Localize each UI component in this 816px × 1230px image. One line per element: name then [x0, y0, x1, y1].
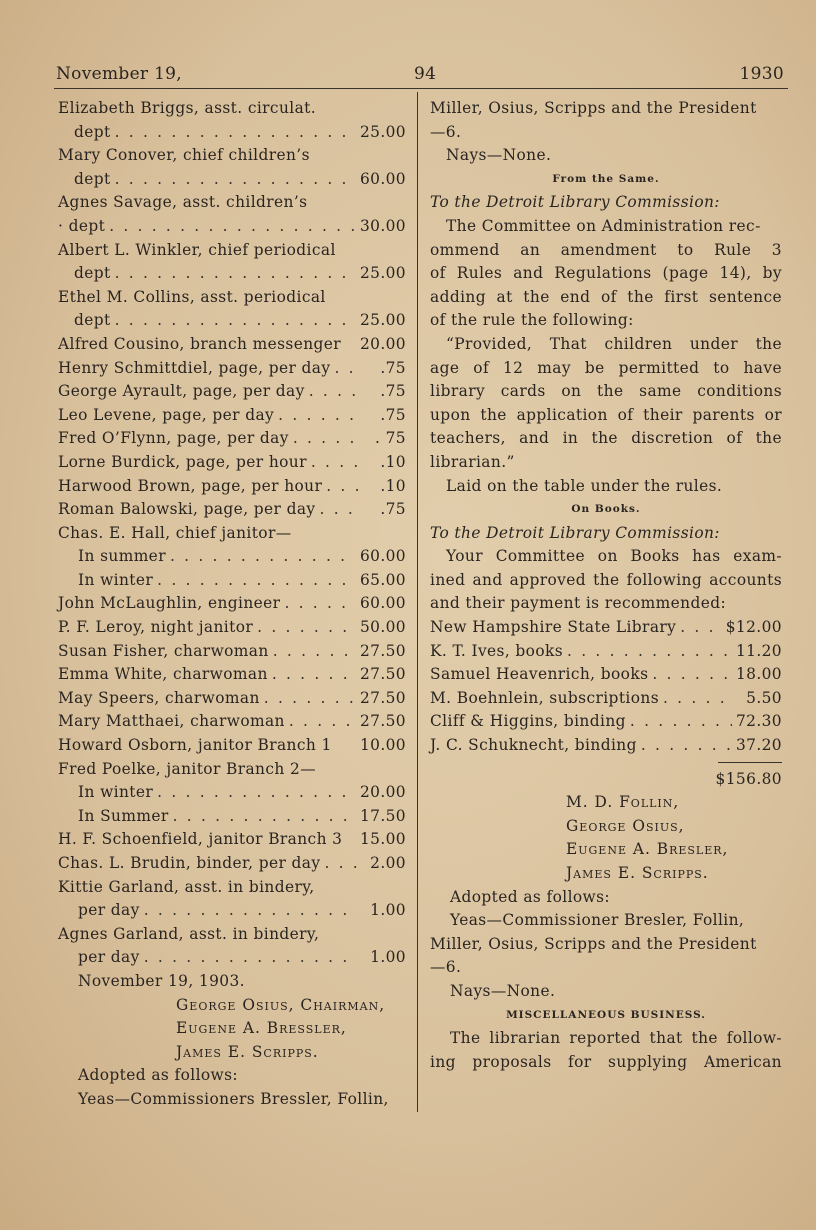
- account-row: [58, 475, 406, 499]
- signature-line: George Osius, Chairman,: [176, 995, 386, 1014]
- leader-dots: [144, 946, 358, 970]
- account-row: [58, 687, 406, 711]
- account-label: Howard Osborn, janitor Branch 1: [58, 736, 332, 755]
- page-number: 94: [414, 64, 437, 84]
- text-line: Yeas—Commissioners Bressler, Follin,: [78, 1089, 389, 1108]
- leader-dots: [663, 687, 734, 711]
- leader-dots: [630, 710, 732, 734]
- account-amount: 5.50: [746, 688, 782, 707]
- account-label: dept: [74, 169, 111, 188]
- account-row: [430, 768, 782, 792]
- account-amount: 37.20: [735, 736, 782, 755]
- text-line: The Committee on Administration rec-: [446, 216, 761, 235]
- leader-dots: [309, 380, 358, 404]
- account-row: [430, 640, 782, 664]
- account-row: [58, 569, 406, 593]
- text-line: Miller, Osius, Scripps and the President: [430, 934, 757, 953]
- text-line: teachers, and in the discretion of the: [430, 429, 782, 448]
- leader-dots: [115, 168, 356, 192]
- account-label: dept: [74, 264, 111, 283]
- account-row: [58, 781, 406, 805]
- account-row: [58, 333, 406, 357]
- leader-dots: [170, 545, 356, 569]
- account-amount: .75: [380, 358, 406, 377]
- text-line: Kittie Garland, asst. in bindery,: [58, 877, 315, 896]
- account-amount: 60.00: [359, 169, 406, 188]
- text-line: ined and approved the following accounts: [430, 570, 782, 589]
- leader-dots: [680, 616, 721, 640]
- account-label: In winter: [78, 570, 154, 589]
- leader-dots: [273, 640, 356, 664]
- account-label: Fred O’Flynn, page, per day: [58, 429, 289, 448]
- account-amount: 50.00: [359, 618, 406, 637]
- account-row: [58, 805, 406, 829]
- account-amount: 25.00: [359, 122, 406, 141]
- account-row: [58, 616, 406, 640]
- leader-dots: [326, 475, 358, 499]
- text-line: Albert L. Winkler, chief periodical: [58, 240, 336, 259]
- text-line: ing proposals for supplying American: [430, 1052, 782, 1071]
- text-line: To the Detroit Library Commission:: [430, 523, 720, 542]
- leader-dots: [173, 805, 356, 829]
- account-amount: 27.50: [359, 665, 406, 684]
- account-label: In Summer: [78, 806, 169, 825]
- account-amount: . 75: [375, 429, 406, 448]
- account-amount: 18.00: [735, 665, 782, 684]
- account-label: H. F. Schoenfield, janitor Branch 3: [58, 830, 343, 849]
- account-label: K. T. Ives, books: [430, 641, 564, 660]
- account-row: [430, 734, 782, 758]
- account-label: Roman Balowski, page, per day: [58, 500, 316, 519]
- page-header: [56, 64, 784, 88]
- account-amount: 65.00: [359, 570, 406, 589]
- text-line: Laid on the table under the rules.: [446, 476, 723, 495]
- leader-dots: [289, 710, 356, 734]
- account-label: In winter: [78, 783, 154, 802]
- account-label: Susan Fisher, charwoman: [58, 641, 269, 660]
- account-row: [58, 828, 406, 852]
- account-amount: 25.00: [359, 264, 406, 283]
- signature-line: James E. Scripps.: [176, 1042, 319, 1061]
- account-row: [58, 357, 406, 381]
- account-label: Samuel Heavenrich, books: [430, 665, 649, 684]
- text-line: Adopted as follows:: [78, 1066, 239, 1085]
- signature-line: Eugene A. Bressler,: [176, 1019, 347, 1038]
- account-amount: 20.00: [359, 783, 406, 802]
- leader-dots: [115, 309, 356, 333]
- account-label: Chas. L. Brudin, binder, per day: [58, 854, 321, 872]
- signature-line: George Osius,: [566, 816, 685, 835]
- leader-dots: [284, 592, 356, 616]
- text-line: of the rule the following:: [430, 311, 634, 330]
- text-line: November 19, 1903.: [78, 971, 245, 990]
- signature-line: M. D. Follin,: [566, 793, 680, 812]
- leader-dots: [293, 427, 358, 451]
- account-amount: $156.80: [715, 769, 782, 788]
- leader-dots: [641, 734, 732, 758]
- account-amount: 72.30: [735, 712, 782, 731]
- text-line: library cards on the same conditions: [430, 382, 782, 401]
- account-row: [58, 899, 406, 923]
- account-amount: 27.50: [359, 641, 406, 660]
- text-line: upon the application of their parents or: [430, 405, 782, 424]
- account-label: · dept: [58, 216, 106, 235]
- text-line: Adopted as follows:: [450, 887, 611, 906]
- leader-dots: [115, 121, 356, 145]
- leader-dots: [144, 899, 358, 923]
- account-amount: 30.00: [359, 216, 406, 235]
- account-amount: 25.00: [359, 311, 406, 330]
- text-line: Mary Conover, chief children’s: [58, 146, 310, 165]
- leader-dots: [334, 357, 358, 381]
- account-amount: .75: [380, 382, 406, 401]
- account-amount: 60.00: [359, 594, 406, 613]
- account-row: [58, 380, 406, 404]
- account-amount: 15.00: [359, 830, 406, 849]
- account-row: [58, 215, 406, 239]
- leader-dots: [115, 262, 356, 286]
- account-row: [58, 262, 406, 286]
- account-row: [58, 710, 406, 734]
- account-row: [430, 663, 782, 687]
- total-rule: [430, 758, 782, 768]
- account-label: Alfred Cousino, branch messenger: [58, 334, 342, 353]
- account-amount: 27.50: [359, 688, 406, 707]
- account-amount: $12.00: [725, 618, 782, 637]
- account-row: [58, 404, 406, 428]
- account-label: Lorne Burdick, page, per hour: [58, 452, 307, 471]
- right-column: [430, 97, 782, 1074]
- text-line: Nays—None.: [446, 146, 552, 165]
- leader-dots: [272, 663, 356, 687]
- leader-dots: [264, 687, 356, 711]
- leader-dots: [320, 498, 358, 522]
- account-row: [430, 616, 782, 640]
- account-label: Cliff & Higgins, binding: [430, 712, 626, 731]
- account-amount: 20.00: [359, 334, 406, 353]
- signature-line: James E. Scripps.: [566, 864, 709, 882]
- account-label: New Hampshire State Library: [430, 618, 677, 637]
- text-line: Nays—None.: [450, 981, 556, 1000]
- leader-dots: [567, 640, 732, 664]
- text-line: Your Committee on Books has exam-: [446, 547, 782, 566]
- text-line: Fred Poelke, janitor Branch 2—: [58, 759, 316, 778]
- text-line: —6.: [430, 122, 462, 141]
- account-label: P. F. Leroy, night janitor: [58, 618, 254, 637]
- account-row: [58, 663, 406, 687]
- text-line: Elizabeth Briggs, asst. circulat.: [58, 99, 317, 117]
- text-line: Ethel M. Collins, asst. periodical: [58, 287, 326, 306]
- account-label: per day: [78, 948, 140, 967]
- text-line: of Rules and Regulations (page 14), by: [430, 264, 782, 283]
- account-row: [58, 592, 406, 616]
- account-label: Emma White, charwoman: [58, 665, 268, 684]
- text-line: Agnes Savage, asst. children’s: [58, 193, 308, 212]
- account-label: In summer: [78, 547, 166, 566]
- account-row: [58, 734, 406, 758]
- text-line: The librarian reported that the follow-: [450, 1029, 782, 1048]
- leader-dots: [157, 569, 356, 593]
- text-line: To the Detroit Library Commission:: [430, 193, 720, 212]
- section-heading: From the Same.: [552, 172, 660, 185]
- left-column: [58, 97, 406, 1112]
- account-label: M. Boehnlein, subscriptions: [430, 688, 659, 707]
- header-rule: [54, 88, 788, 89]
- account-row: [58, 427, 406, 451]
- account-amount: 11.20: [735, 641, 782, 660]
- account-row: [58, 451, 406, 475]
- text-line: adding at the end of the first sentence: [430, 287, 782, 306]
- account-amount: 1.00: [370, 901, 406, 920]
- account-amount: 1.00: [370, 948, 406, 967]
- account-amount: .10: [380, 476, 406, 495]
- account-amount: .10: [380, 452, 406, 471]
- account-amount: 17.50: [359, 806, 406, 825]
- account-row: [430, 710, 782, 734]
- account-label: J. C. Schuknecht, binding: [430, 736, 637, 755]
- account-amount: 2.00: [370, 854, 406, 872]
- account-label: dept: [74, 122, 111, 141]
- text-line: ommend an amendment to Rule 3: [430, 240, 782, 259]
- column-divider: [417, 92, 418, 1112]
- signature-line: Eugene A. Bresler,: [566, 840, 729, 859]
- leader-dots: [324, 852, 358, 876]
- header-date: November 19,: [56, 64, 183, 84]
- text-line: age of 12 may be permitted to have: [430, 358, 782, 377]
- account-label: May Speers, charwoman: [58, 688, 260, 707]
- account-amount: 27.50: [359, 712, 406, 731]
- account-amount: .75: [380, 500, 406, 519]
- account-row: [58, 309, 406, 333]
- account-row: [58, 852, 406, 876]
- account-label: Henry Schmittdiel, page, per day: [58, 358, 331, 377]
- leader-dots: [652, 663, 732, 687]
- leader-dots: [278, 404, 358, 428]
- account-amount: 60.00: [359, 547, 406, 566]
- account-row: [58, 121, 406, 145]
- header-year: 1930: [739, 64, 784, 84]
- account-label: per day: [78, 901, 140, 920]
- account-label: Mary Matthaei, charwoman: [58, 712, 285, 731]
- text-line: Agnes Garland, asst. in bindery,: [58, 924, 320, 943]
- account-label: John McLaughlin, engineer: [58, 594, 281, 613]
- text-line: Miller, Osius, Scripps and the President: [430, 99, 757, 117]
- text-line: librarian.”: [430, 452, 515, 471]
- account-row: [58, 498, 406, 522]
- account-row: [58, 946, 406, 970]
- account-row: [58, 545, 406, 569]
- leader-dots: [157, 781, 356, 805]
- leader-dots: [311, 451, 358, 475]
- account-row: [58, 640, 406, 664]
- account-label: George Ayrault, page, per day: [58, 382, 305, 401]
- text-line: Yeas—Commissioner Bresler, Follin,: [450, 911, 745, 930]
- text-line: —6.: [430, 958, 462, 977]
- account-label: dept: [74, 311, 111, 330]
- leader-dots: [109, 215, 356, 239]
- section-heading: On Books.: [571, 503, 641, 516]
- leader-dots: [257, 616, 356, 640]
- account-label: Leo Levene, page, per day: [58, 405, 275, 424]
- text-line: “Provided, That children under the: [446, 334, 782, 353]
- account-amount: .75: [380, 405, 406, 424]
- account-row: [430, 687, 782, 711]
- account-label: Harwood Brown, page, per hour: [58, 476, 323, 495]
- text-line: Chas. E. Hall, chief janitor—: [58, 523, 292, 542]
- account-amount: 10.00: [359, 736, 406, 755]
- text-line: and their payment is recommended:: [430, 594, 727, 613]
- account-row: [58, 168, 406, 192]
- section-heading: MISCELLANEOUS BUSINESS.: [506, 1008, 706, 1021]
